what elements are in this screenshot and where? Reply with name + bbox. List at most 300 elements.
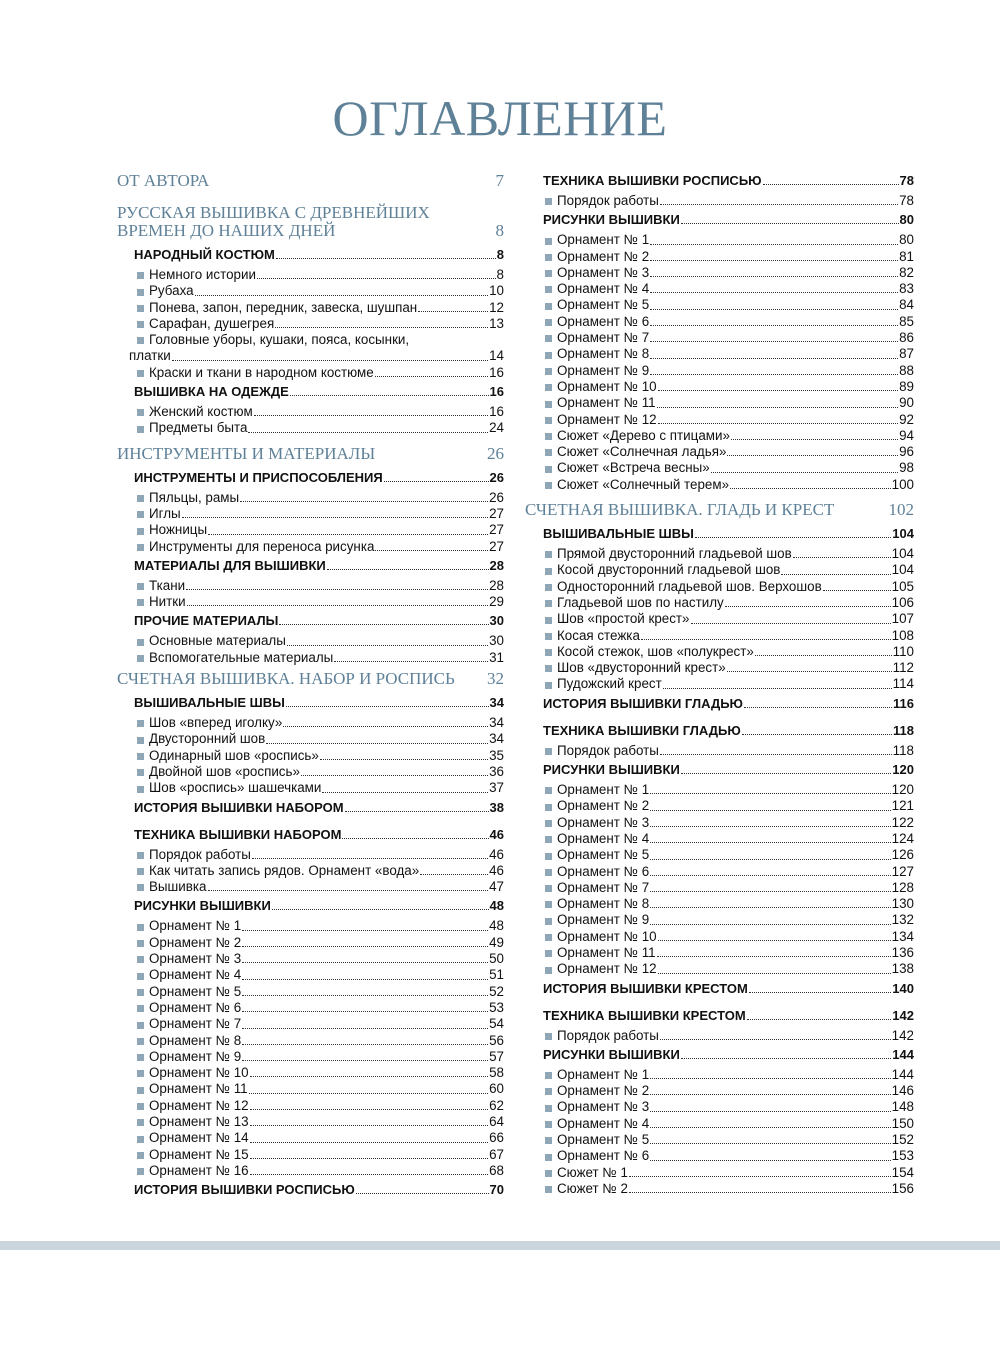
ornament-list [525, 232, 914, 493]
square-bullet-icon [545, 665, 552, 672]
leader-dots [345, 811, 489, 812]
item-page: 85 [899, 313, 914, 329]
subsection-title: ТЕХНИКА ВЫШИВКИ НАБОРОМ [134, 826, 342, 842]
item-page: 112 [892, 660, 914, 676]
toc-item[interactable] [545, 395, 914, 411]
item-label: Орнамент № 7 [557, 879, 650, 895]
item-page: 37 [489, 780, 504, 796]
toc-item[interactable] [137, 300, 504, 316]
square-bullet-icon [137, 655, 144, 662]
toc-subsection[interactable] [543, 722, 914, 739]
leader-dots [327, 569, 489, 570]
item-label: Гладьевой шов по настилу [557, 594, 724, 610]
toc-section-counted-embroidery-satin-cross[interactable] [525, 501, 914, 519]
item-label: Орнамент № 2 [557, 248, 650, 264]
item-label: Орнамент № 2 [149, 934, 242, 950]
toc-item[interactable] [137, 650, 504, 666]
leader-dots [650, 1127, 891, 1128]
item-label: Орнамент № 12 [557, 961, 657, 977]
item-page: 132 [891, 912, 914, 928]
item-label: Пяльцы, рамы [149, 489, 240, 505]
item-label: Орнамент № 11 [149, 1081, 248, 1097]
toc-item[interactable] [545, 1028, 914, 1044]
toc-item[interactable] [545, 1067, 914, 1083]
subsection-title: РИСУНКИ ВЫШИВКИ [543, 212, 680, 228]
leader-dots [749, 992, 891, 993]
item-page: 100 [891, 476, 914, 492]
subsection-title: ТЕХНИКА ВЫШИВКИ ГЛАДЬЮ [543, 722, 741, 738]
item-page: 16 [489, 364, 504, 380]
toc-item[interactable] [137, 316, 504, 332]
toc-item[interactable] [137, 951, 504, 967]
toc-subsection[interactable] [134, 826, 504, 843]
section-page: 26 [487, 443, 504, 463]
leader-dots [254, 415, 488, 416]
item-page: 92 [899, 411, 914, 427]
leader-dots [287, 645, 488, 646]
toc-item[interactable] [545, 628, 914, 644]
square-bullet-icon [137, 370, 144, 377]
toc-item[interactable] [545, 660, 914, 676]
toc-item[interactable] [137, 748, 504, 764]
item-label: Инструменты для переноса рисунка [149, 538, 375, 554]
item-label: Орнамент № 4 [557, 830, 650, 846]
leader-dots [650, 260, 898, 261]
toc-subsection[interactable] [134, 557, 504, 574]
leader-dots [182, 517, 488, 518]
toc-item[interactable] [137, 1098, 504, 1114]
square-bullet-icon [545, 238, 552, 245]
toc-item[interactable] [545, 412, 914, 428]
item-label: Вышивка [149, 879, 207, 895]
square-bullet-icon [545, 1072, 552, 1079]
item-label: Основные материалы [149, 633, 286, 649]
toc-item[interactable] [137, 1147, 504, 1163]
square-bullet-icon [137, 1005, 144, 1012]
toc-item[interactable] [137, 506, 504, 522]
toc-section-tools-materials[interactable] [117, 445, 504, 463]
item-page: 88 [899, 362, 914, 378]
toc-item[interactable] [137, 1033, 504, 1049]
toc-right-column [525, 172, 914, 1197]
leader-dots [242, 995, 488, 996]
item-page: 57 [489, 1048, 504, 1064]
item-page: 48 [489, 918, 504, 934]
toc-item[interactable] [545, 249, 914, 265]
toc-item[interactable] [137, 267, 504, 283]
toc-item[interactable] [545, 330, 914, 346]
item-label: Орнамент № 1 [557, 232, 650, 248]
item-page: 136 [891, 944, 914, 960]
square-bullet-icon [137, 583, 144, 590]
square-bullet-icon [545, 1186, 552, 1193]
square-bullet-icon [545, 820, 552, 827]
toc-section-from-author[interactable] [117, 172, 504, 190]
toc-subsection[interactable] [543, 211, 914, 228]
item-label: Орнамент № 2 [557, 798, 650, 814]
leader-dots [650, 891, 891, 892]
item-label: Орнамент № 10 [149, 1065, 249, 1081]
leader-dots [242, 946, 488, 947]
square-bullet-icon [137, 924, 144, 931]
item-page: 87 [899, 346, 914, 362]
leader-dots [793, 557, 891, 558]
subsection-title: ТЕХНИКА ВЫШИВКИ КРЕСТОМ [543, 1007, 746, 1023]
toc-item[interactable] [545, 314, 914, 330]
item-page: 108 [891, 627, 914, 643]
square-bullet-icon [137, 956, 144, 963]
leader-dots [248, 432, 488, 433]
toc-item[interactable] [545, 193, 914, 209]
item-page: 156 [891, 1180, 914, 1196]
toc-item[interactable] [545, 864, 914, 880]
square-bullet-icon [137, 720, 144, 727]
square-bullet-icon [545, 270, 552, 277]
item-label: Орнамент № 4 [557, 1115, 650, 1131]
item-page: 68 [489, 1162, 504, 1178]
toc-item[interactable] [137, 522, 504, 538]
item-page: 12 [489, 299, 504, 315]
item-page: 86 [899, 330, 914, 346]
toc-item[interactable] [545, 1181, 914, 1197]
square-bullet-icon [137, 884, 144, 891]
item-label: Шов «роспись» шашечками [149, 780, 322, 796]
item-page: 114 [892, 676, 914, 692]
square-bullet-icon [545, 748, 552, 755]
subsection-page: 104 [892, 526, 914, 542]
square-bullet-icon [137, 289, 144, 296]
item-label: Иглы [149, 505, 181, 521]
toc-item[interactable] [137, 1163, 504, 1179]
leader-dots [650, 1160, 891, 1161]
item-label: Ножницы [149, 522, 208, 538]
item-page: 153 [891, 1148, 914, 1164]
item-label: Нитки [149, 594, 186, 610]
item-label: Пудожский крест [557, 676, 662, 692]
toc-item[interactable] [137, 1000, 504, 1016]
toc-item[interactable] [545, 798, 914, 814]
item-page: 8 [496, 267, 504, 282]
leader-dots [650, 358, 898, 359]
toc-item[interactable] [545, 579, 914, 595]
toc-item[interactable] [137, 1114, 504, 1130]
toc-item[interactable] [545, 1099, 914, 1115]
item-label: Орнамент № 6 [557, 863, 650, 879]
square-bullet-icon [137, 769, 144, 776]
item-page: 10 [489, 283, 504, 299]
toc-section-russian-embroidery[interactable] [117, 204, 504, 240]
leader-dots [742, 734, 892, 735]
leader-dots [250, 1125, 489, 1126]
item-page: 127 [891, 863, 914, 879]
toc-item[interactable] [137, 918, 504, 934]
leader-dots [641, 639, 891, 640]
leader-dots [681, 223, 899, 224]
item-page: 58 [489, 1065, 504, 1081]
leader-dots [650, 1143, 891, 1144]
subsection-title: ИСТОРИЯ ВЫШИВКИ КРЕСТОМ [543, 980, 748, 996]
subsection-title: ИСТОРИЯ ВЫШИВКИ РОСПИСЬЮ [134, 1182, 355, 1198]
toc-item[interactable] [137, 935, 504, 951]
toc-item[interactable] [137, 1016, 504, 1032]
square-bullet-icon [137, 495, 144, 502]
leader-dots [658, 423, 899, 424]
item-label: Косая стежка [557, 627, 640, 643]
toc-item[interactable] [137, 1130, 504, 1146]
item-page: 81 [899, 248, 914, 264]
leader-dots [320, 759, 488, 760]
section-title: СЧЕТНАЯ ВЫШИВКА. ГЛАДЬ И КРЕСТ [525, 500, 835, 520]
leader-dots [186, 589, 488, 590]
toc-item[interactable] [545, 1132, 914, 1148]
toc-item[interactable] [545, 1165, 914, 1181]
toc-item[interactable] [545, 880, 914, 896]
item-page: 56 [489, 1032, 504, 1048]
toc-item[interactable] [545, 1083, 914, 1099]
toc-item[interactable] [137, 539, 504, 555]
toc-item[interactable] [545, 961, 914, 977]
section-title: ИНСТРУМЕНТЫ И МАТЕРИАЛЫ [117, 443, 376, 463]
item-page: 53 [489, 999, 504, 1015]
leader-dots [744, 707, 892, 708]
subsection-title: ВЫШИВКА НА ОДЕЖДЕ [134, 384, 289, 400]
leader-dots [663, 688, 892, 689]
item-label: Орнамент № 4 [149, 967, 242, 983]
toc-subsection[interactable] [134, 612, 504, 629]
leader-dots [660, 754, 892, 755]
leader-dots [657, 407, 899, 408]
toc-subsection[interactable] [543, 1046, 914, 1063]
toc-item[interactable] [545, 346, 914, 362]
item-label: Орнамент № 2 [557, 1083, 650, 1099]
toc-item[interactable] [137, 1049, 504, 1065]
toc-subsection[interactable] [543, 980, 914, 997]
subsection-title: МАТЕРИАЛЫ ДЛЯ ВЫШИВКИ [134, 557, 326, 573]
item-page: 80 [899, 232, 914, 248]
toc-item[interactable] [545, 379, 914, 395]
toc-item[interactable] [545, 477, 914, 493]
square-bullet-icon [137, 511, 144, 518]
item-label-line2: платки [129, 348, 171, 364]
toc-item[interactable] [137, 847, 504, 863]
toc-item[interactable] [545, 562, 914, 578]
toc-item[interactable] [545, 1148, 914, 1164]
item-label: Порядок работы [557, 742, 659, 758]
square-bullet-icon [545, 853, 552, 860]
toc-item[interactable] [545, 1116, 914, 1132]
toc-item[interactable] [137, 879, 504, 895]
toc-subsection[interactable] [134, 799, 504, 816]
toc-item[interactable] [137, 578, 504, 594]
item-page: 146 [891, 1083, 914, 1099]
toc-item[interactable] [545, 363, 914, 379]
item-page: 28 [489, 577, 504, 593]
item-page: 138 [891, 961, 914, 977]
leader-dots [681, 773, 892, 774]
toc-item[interactable] [137, 1081, 504, 1097]
toc-subsection[interactable] [543, 695, 914, 712]
toc-subsection[interactable] [134, 246, 504, 263]
toc-subsection[interactable] [543, 172, 914, 189]
toc-section-counted-embroidery-nabor[interactable] [117, 670, 504, 688]
square-bullet-icon [137, 1119, 144, 1126]
subsection-page: 70 [489, 1182, 504, 1198]
toc-item[interactable] [545, 265, 914, 281]
item-label: Орнамент № 5 [557, 1132, 650, 1148]
toc-item[interactable] [545, 896, 914, 912]
toc-item[interactable] [545, 929, 914, 945]
item-label: Орнамент № 9 [557, 362, 650, 378]
leader-dots [681, 1058, 892, 1059]
item-label: Орнамент № 11 [557, 395, 656, 411]
item-page: 66 [489, 1130, 504, 1146]
toc-subsection[interactable] [543, 1007, 914, 1024]
toc-item[interactable] [137, 420, 504, 436]
toc-item[interactable] [545, 546, 914, 562]
item-label: Орнамент № 13 [149, 1113, 249, 1129]
item-label: Орнамент № 12 [557, 411, 657, 427]
toc-item[interactable] [545, 281, 914, 297]
leader-dots [242, 1028, 488, 1029]
leader-dots [650, 1094, 891, 1095]
item-page: 31 [489, 649, 504, 665]
subsection-page: 118 [893, 722, 914, 738]
leader-dots [763, 184, 899, 185]
toc-subsection[interactable] [134, 694, 504, 711]
leader-dots [650, 907, 891, 908]
item-label: Шов «двусторонний крест» [557, 660, 726, 676]
toc-item[interactable] [545, 847, 914, 863]
leader-dots [823, 590, 891, 591]
subsection-title: ТЕХНИКА ВЫШИВКИ РОСПИСЬЮ [543, 173, 762, 188]
toc-subsection[interactable] [134, 383, 504, 400]
leader-dots [418, 311, 488, 312]
leader-dots [250, 1109, 489, 1110]
item-label: Орнамент № 7 [557, 330, 650, 346]
toc-item[interactable] [545, 945, 914, 961]
item-label: Одинарный шов «роспись» [149, 747, 319, 763]
item-label: Прямой двусторонний гладьевой шов [557, 546, 792, 562]
section-title-line1: РУССКАЯ ВЫШИВКА С ДРЕВНЕЙШИХ [117, 203, 430, 222]
toc-item[interactable] [137, 490, 504, 506]
square-bullet-icon [545, 584, 552, 591]
toc-item[interactable] [545, 595, 914, 611]
leader-dots [286, 706, 489, 707]
toc-item[interactable] [129, 332, 504, 365]
item-page: 84 [899, 297, 914, 313]
square-bullet-icon [545, 286, 552, 293]
item-page: 27 [489, 505, 504, 521]
leader-dots [242, 1060, 488, 1061]
toc-item[interactable] [137, 863, 504, 879]
square-bullet-icon [545, 885, 552, 892]
toc-item[interactable] [545, 912, 914, 928]
item-label: Орнамент № 6 [557, 1148, 650, 1164]
toc-item[interactable] [137, 365, 504, 381]
toc-subsection[interactable] [134, 469, 504, 486]
square-bullet-icon [137, 1168, 144, 1175]
square-bullet-icon [545, 1154, 552, 1161]
toc-item[interactable] [545, 428, 914, 444]
toc-item[interactable] [137, 633, 504, 649]
square-bullet-icon [545, 384, 552, 391]
toc-item[interactable] [137, 404, 504, 420]
item-page: 54 [489, 1016, 504, 1032]
item-label: Порядок работы [557, 193, 659, 208]
toc-item[interactable] [545, 831, 914, 847]
leader-dots [755, 655, 892, 656]
item-label: Шов «простой крест» [557, 611, 690, 627]
item-label: Орнамент № 3 [557, 264, 650, 280]
item-label: Орнамент № 3 [149, 951, 242, 967]
section-page: 8 [495, 221, 504, 240]
square-bullet-icon [545, 901, 552, 908]
toc-item[interactable] [545, 743, 914, 759]
subsection-title: ИНСТРУМЕНТЫ И ПРИСПОСОБЛЕНИЯ [134, 469, 383, 485]
item-label: Орнамент № 4 [557, 281, 650, 297]
toc-item[interactable] [545, 232, 914, 248]
toc-item[interactable] [137, 984, 504, 1000]
square-bullet-icon [545, 401, 552, 408]
item-label: Женский костюм [149, 404, 253, 420]
toc-item[interactable] [137, 967, 504, 983]
item-label: Порядок работы [557, 1027, 659, 1043]
toc-subsection[interactable] [543, 525, 914, 542]
toc-item[interactable] [137, 594, 504, 610]
toc-item[interactable] [137, 715, 504, 731]
toc-item[interactable] [545, 297, 914, 313]
leader-dots [629, 1192, 891, 1193]
leader-dots [250, 1174, 489, 1175]
leader-dots [249, 1093, 489, 1094]
toc-subsection[interactable] [134, 1181, 504, 1198]
subsection-title: РИСУНКИ ВЫШИВКИ [134, 898, 271, 914]
square-bullet-icon [137, 737, 144, 744]
leader-dots [290, 395, 489, 396]
toc-item[interactable] [137, 764, 504, 780]
square-bullet-icon [545, 787, 552, 794]
item-label: Орнамент № 9 [149, 1048, 242, 1064]
toc-item[interactable] [545, 460, 914, 476]
toc-item[interactable] [137, 731, 504, 747]
item-page: 60 [489, 1081, 504, 1097]
square-bullet-icon [137, 940, 144, 947]
toc-subsection[interactable] [134, 897, 504, 914]
item-label: Орнамент № 10 [557, 378, 657, 394]
leader-dots [250, 1158, 489, 1159]
leader-dots [650, 793, 891, 794]
square-bullet-icon [545, 600, 552, 607]
toc-item[interactable] [137, 780, 504, 796]
toc-item[interactable] [545, 611, 914, 627]
toc-item[interactable] [545, 676, 914, 692]
toc-item[interactable] [545, 815, 914, 831]
square-bullet-icon [137, 1103, 144, 1110]
item-label: Орнамент № 8 [557, 346, 650, 362]
item-label: Рубаха [149, 283, 194, 299]
toc-subsection[interactable] [543, 761, 914, 778]
toc-item[interactable] [545, 644, 914, 660]
toc-item[interactable] [137, 1065, 504, 1081]
item-page: 14 [489, 348, 504, 364]
toc-item[interactable] [545, 782, 914, 798]
leader-dots [727, 455, 898, 456]
toc-item[interactable] [137, 283, 504, 299]
toc-item[interactable] [545, 444, 914, 460]
item-page: 89 [899, 378, 914, 394]
item-label: Орнамент № 1 [149, 918, 242, 934]
square-bullet-icon [545, 869, 552, 876]
